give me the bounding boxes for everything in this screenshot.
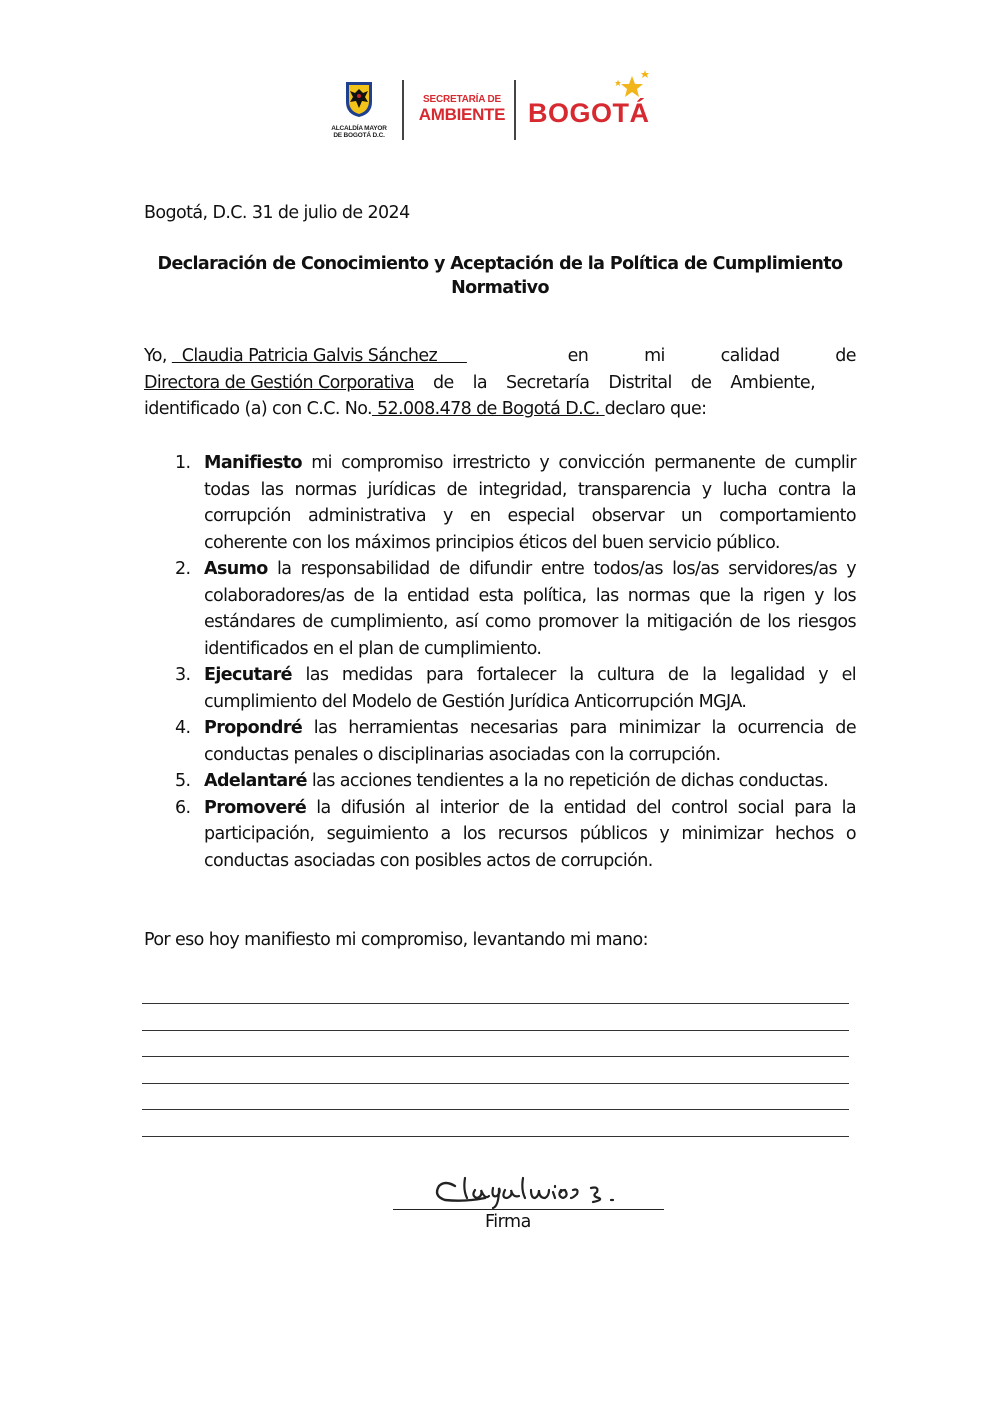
- alcaldia-logo: [328, 80, 390, 139]
- item-verb: Asumo: [204, 559, 268, 579]
- item-text: la difusión al interior de la entidad del control social para la participación, seguimiento a los recursos públicos y minimizar hechos o conductas asociadas con posibles actos de corrupción.: [204, 797, 856, 871]
- item-text: las medidas para fortalecer la cultura de la legalidad y el cumplimiento del Modelo de Gestión Jurídica Anticorrupción MGJA.: [204, 665, 856, 712]
- item-text: mi compromiso irrestricto y convicción permanente de cumplir todas las normas jurídicas de integridad, transparencia y lucha contra la corrupción administrativa y en especial observar un comportamiento coherente con los máximos principios éticos del buen servicio público.: [204, 453, 856, 553]
- item-verb: Manifiesto: [204, 453, 302, 473]
- intro-entity: de la Secretaría Distrital de Ambiente,: [414, 372, 816, 393]
- coat-of-arms-icon: [344, 80, 374, 118]
- item-verb: Promoveré: [204, 797, 307, 818]
- intro-word-calidad: calidad: [720, 346, 780, 366]
- commitment-item: [144, 768, 856, 795]
- intro-line-2: [144, 370, 856, 397]
- item-text: las acciones tendientes a la no repetición de dichas conductas.: [306, 771, 829, 791]
- intro-word-en: en: [567, 346, 589, 366]
- intro-paragraph: [144, 343, 856, 423]
- item-verb: Propondré: [204, 718, 303, 738]
- alcaldia-line2: DE BOGOTÁ D.C.: [333, 132, 385, 139]
- logo-divider: [402, 80, 404, 140]
- intro-role-group: [144, 370, 815, 397]
- item-number: 1.: [175, 453, 191, 473]
- declarant-id: 52.008.478 de Bogotá D.C.: [372, 399, 605, 419]
- declarant-role: Directora de Gestión Corporativa: [144, 372, 415, 393]
- logo-divider: [514, 80, 516, 140]
- bogota-logo: BOGOTÁ: [528, 98, 650, 128]
- blank-line: [142, 1003, 849, 1004]
- intro-line-1: [144, 343, 856, 370]
- declarant-name: Claudia Patricia Galvis Sánchez: [171, 346, 467, 366]
- alcaldia-line1: ALCALDÍA MAYOR: [331, 125, 387, 132]
- header-logos: [328, 68, 658, 148]
- commitment-item: [144, 450, 856, 556]
- blank-line: [142, 1030, 849, 1031]
- item-verb: Adelantaré: [204, 771, 307, 791]
- blank-line: [142, 1136, 849, 1137]
- blank-line: [142, 1109, 849, 1110]
- intro-word-mi: mi: [644, 346, 665, 366]
- document-title: Declaración de Conocimiento y Aceptación de la Política de Cumplimiento Normativo: [157, 254, 843, 298]
- commitment-item: [144, 662, 856, 715]
- handwritten-signature: [415, 1168, 665, 1210]
- signature-line: [393, 1209, 664, 1210]
- signature-block: [393, 1168, 665, 1238]
- item-number: 4.: [175, 718, 191, 738]
- item-number: 5.: [175, 771, 191, 791]
- blank-line: [142, 1056, 849, 1057]
- item-number: 3.: [175, 665, 191, 685]
- signature-label: Firma: [485, 1212, 531, 1232]
- intro-word-de: de: [835, 346, 856, 366]
- item-text: la responsabilidad de difundir entre todos/as los/as servidores/as y colaboradores/as de la entidad esta política, las normas que la rigen y los estándares de cumplimiento, así como promover la mitigación de los riesgos identificados en el plan de cumplimiento.: [204, 559, 856, 659]
- commitments-list: [144, 450, 856, 874]
- commitment-item: [144, 556, 856, 662]
- item-verb: Ejecutaré: [204, 665, 292, 685]
- commitment-item: [144, 795, 856, 875]
- closing-statement: Por eso hoy manifiesto mi compromiso, levantando mi mano:: [144, 930, 648, 950]
- blank-line: [142, 1083, 849, 1084]
- secretaria-line2: AMBIENTE: [418, 105, 506, 124]
- intro-yo-group: [144, 343, 512, 370]
- intro-id-prefix: identificado (a) con C.C. No.: [144, 399, 373, 419]
- item-text: las herramientas necesarias para minimizar la ocurrencia de conductas penales o disciplinarias asociadas con la corrupción.: [204, 718, 856, 765]
- intro-line-3: [144, 396, 856, 423]
- stars-icon: [610, 68, 650, 102]
- document-date: Bogotá, D.C. 31 de julio de 2024: [144, 203, 410, 223]
- commitment-item: [144, 715, 856, 768]
- intro-yo: Yo,: [144, 346, 167, 366]
- alcaldia-text: [328, 125, 390, 139]
- secretaria-line1: SECRETARÍA DE: [423, 94, 501, 105]
- item-number: 2.: [175, 559, 191, 579]
- item-number: 6.: [175, 797, 191, 818]
- intro-id-suffix: declaro que:: [604, 399, 707, 419]
- secretaria-ambiente-logo: [414, 94, 510, 125]
